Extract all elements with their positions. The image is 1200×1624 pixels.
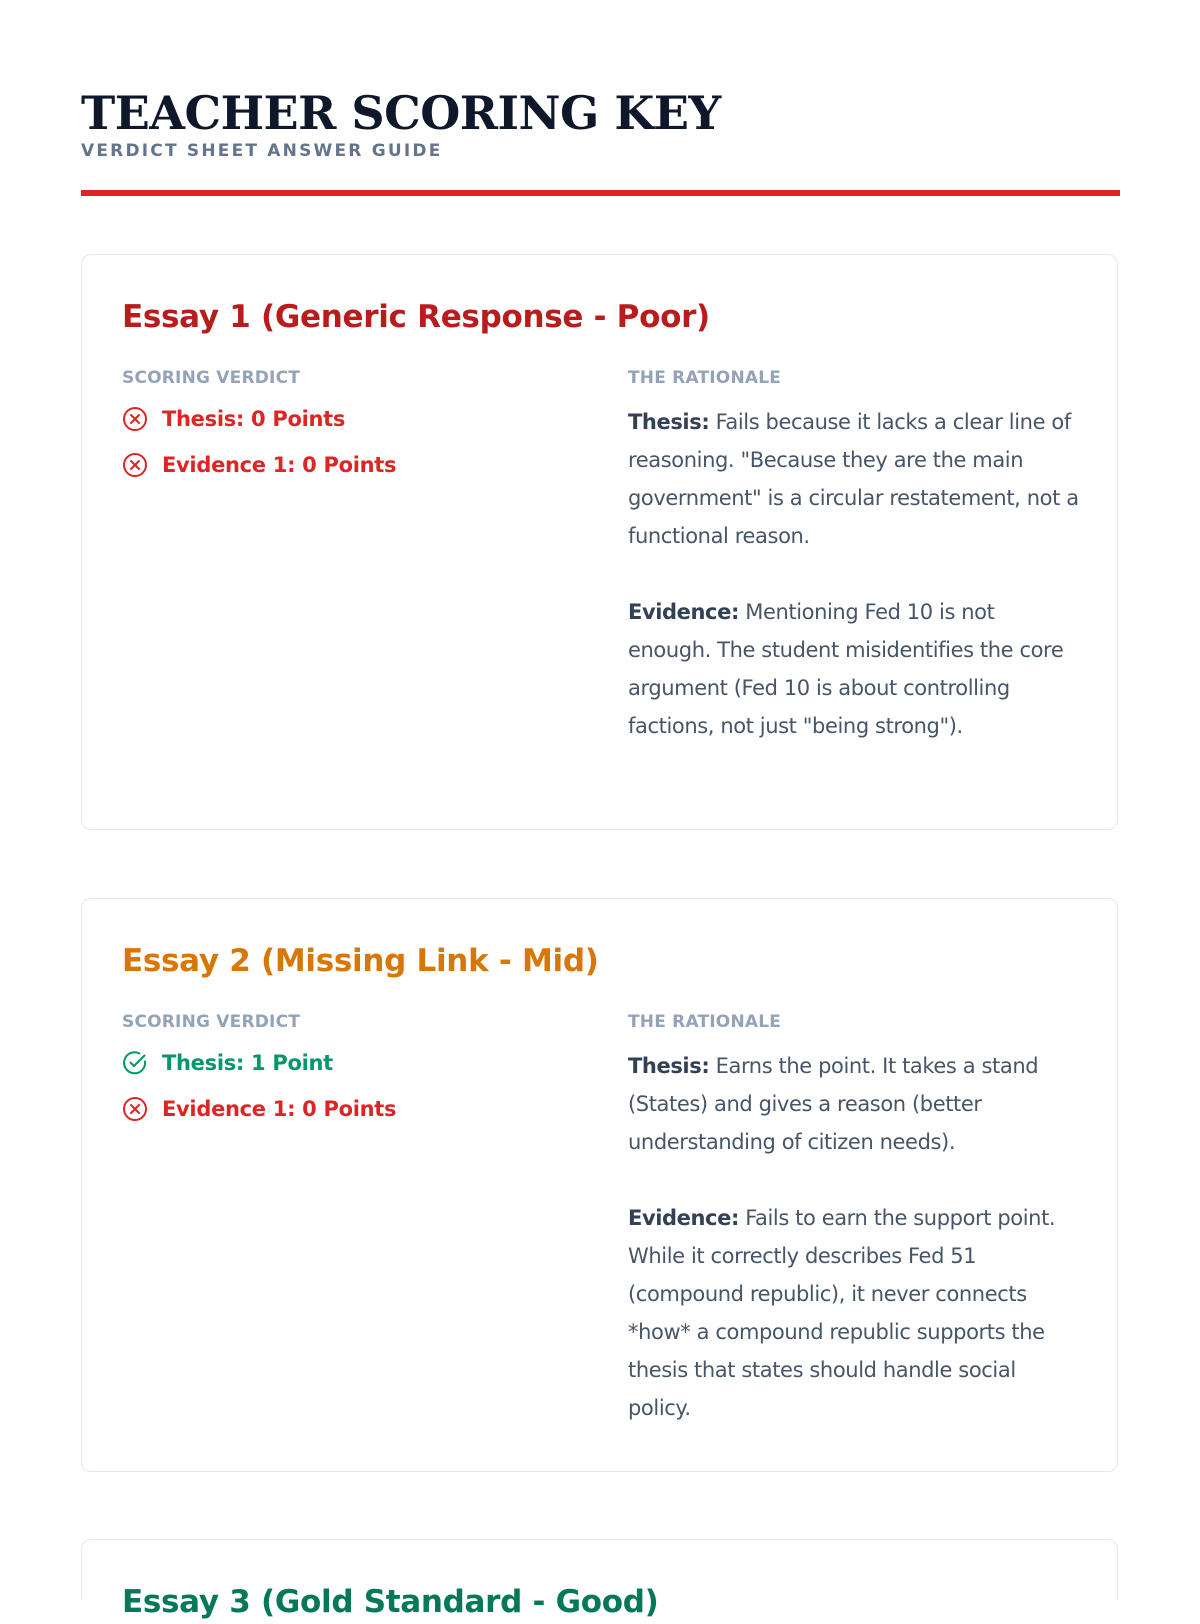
verdict-text: Evidence 1: 0 Points — [162, 453, 397, 477]
x-circle-icon — [122, 452, 148, 478]
rationale-term: Evidence: — [628, 600, 739, 624]
essay-title: Essay 3 (Gold Standard - Good) — [122, 1584, 659, 1620]
essay-title: Essay 2 (Missing Link - Mid) — [122, 943, 599, 979]
rationale-paragraph — [628, 403, 1083, 555]
rationale-body: Fails because it lacks a clear line of reasoning. "Because they are the main government" is a circular restatement, not a functional reason. — [628, 410, 1079, 548]
x-circle-icon — [122, 1096, 148, 1122]
verdict-item — [122, 1093, 562, 1125]
rationale-paragraph — [628, 1047, 1083, 1161]
rationale-text — [628, 1047, 1083, 1427]
scoring-verdict-column — [122, 367, 562, 495]
essay-card-3 — [81, 1539, 1118, 1620]
x-circle-icon — [122, 406, 148, 432]
rationale-text — [628, 403, 1083, 745]
essay-card-2 — [81, 898, 1118, 1472]
rationale-term: Thesis: — [628, 410, 710, 434]
scoring-verdict-label: SCORING VERDICT — [122, 1012, 301, 1032]
verdict-item — [122, 1047, 562, 1079]
rationale-term: Evidence: — [628, 1206, 739, 1230]
rationale-label: THE RATIONALE — [628, 1012, 782, 1032]
verdict-item — [122, 403, 562, 435]
page-subtitle: VERDICT SHEET ANSWER GUIDE — [81, 141, 443, 161]
scoring-verdict-label: SCORING VERDICT — [122, 368, 301, 388]
scoring-key-page — [81, 0, 1120, 1620]
rationale-label: THE RATIONALE — [628, 368, 782, 388]
rationale-column — [628, 367, 1083, 783]
check-circle-icon — [122, 1050, 148, 1076]
verdict-text: Thesis: 0 Points — [162, 407, 346, 431]
page-title: TEACHER SCORING KEY — [81, 86, 721, 140]
verdict-text: Thesis: 1 Point — [162, 1051, 333, 1075]
rationale-body: Earns the point. It takes a stand (States) and gives a reason (better understanding of citizen needs). — [628, 1054, 1039, 1154]
rationale-term: Thesis: — [628, 1054, 710, 1078]
rationale-paragraph — [628, 1199, 1083, 1427]
verdict-text: Evidence 1: 0 Points — [162, 1097, 397, 1121]
rationale-column — [628, 1011, 1083, 1465]
rationale-paragraph — [628, 593, 1083, 745]
verdict-item — [122, 449, 562, 481]
essay-title: Essay 1 (Generic Response - Poor) — [122, 299, 710, 335]
essay-card-1 — [81, 254, 1118, 830]
rationale-body: Mentioning Fed 10 is not enough. The student misidentifies the core argument (Fed 10 is about controlling factions, not just "being strong"). — [628, 600, 1064, 738]
page-header — [81, 0, 1120, 196]
rationale-body: Fails to earn the support point. While it correctly describes Fed 51 (compound republic), it never connects *how* a compound republic supports the thesis that states should handle social policy. — [628, 1206, 1056, 1420]
header-divider — [81, 190, 1120, 196]
scoring-verdict-column — [122, 1011, 562, 1139]
